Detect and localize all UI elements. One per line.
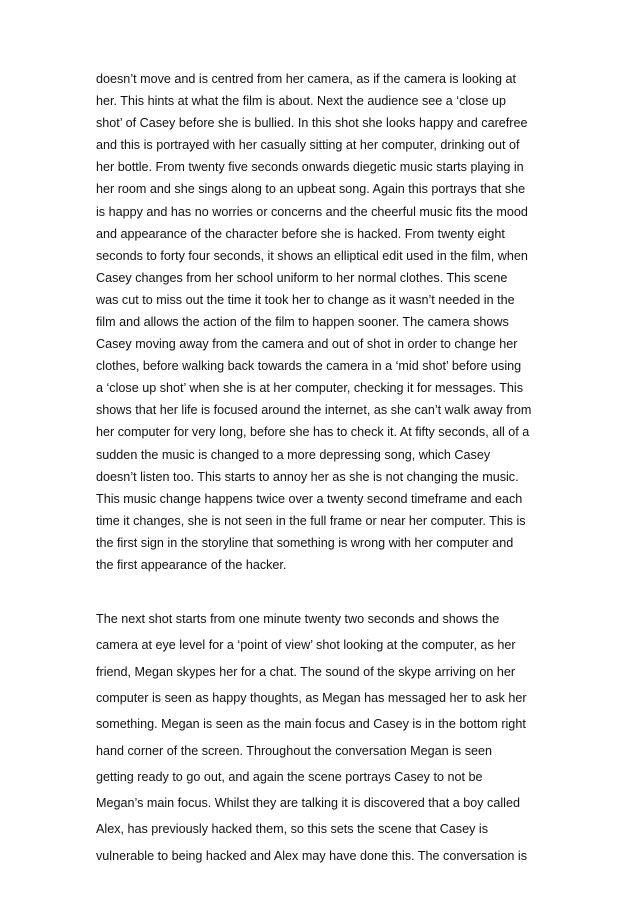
text-line: doesn’t listen too. This starts to annoy her as she is not changing the music.	[96, 470, 519, 484]
text-line: and appearance of the character before she is hacked. From twenty eight	[96, 227, 505, 241]
text-line: getting ready to go out, and again the scene portrays Casey to not be	[96, 770, 483, 784]
text-line: doesn’t move and is centred from her camera, as if the camera is looking at	[96, 72, 516, 86]
text-line: shot’ of Casey before she is bullied. In this shot she looks happy and carefree	[96, 116, 528, 130]
text-line: her room and she sings along to an upbeat song. Again this portrays that she	[96, 182, 526, 196]
text-line: Alex, has previously hacked them, so this sets the scene that Casey is	[96, 822, 488, 836]
text-line: Megan’s main focus. Whilst they are talking it is discovered that a boy called	[96, 796, 520, 810]
text-line: film and allows the action of the film to happen sooner. The camera shows	[96, 315, 509, 329]
text-line: a ‘close up shot’ when she is at her computer, checking it for messages. This	[96, 381, 523, 395]
text-line: the first appearance of the hacker.	[96, 558, 287, 572]
text-line: shows that her life is focused around the internet, as she can’t walk away from	[96, 403, 532, 417]
text-line: is happy and has no worries or concerns and the cheerful music fits the mood	[96, 205, 528, 219]
text-line: sudden the music is changed to a more depressing song, which Casey	[96, 448, 491, 462]
text-line: time it changes, she is not seen in the full frame or near her computer. This is	[96, 514, 526, 528]
text-line: her computer for very long, before she has to check it. At fifty seconds, all of a	[96, 425, 530, 439]
text-line: This music change happens twice over a twenty second timeframe and each	[96, 492, 523, 506]
text-line: the first sign in the storyline that something is wrong with her computer and	[96, 536, 514, 550]
text-line: seconds to forty four seconds, it shows an elliptical edit used in the film, when	[96, 249, 528, 263]
text-line: The next shot starts from one minute twenty two seconds and shows the	[96, 612, 500, 626]
text-line: Casey changes from her school uniform to her normal clothes. This scene	[96, 271, 508, 285]
text-line: computer is seen as happy thoughts, as Megan has messaged her to ask her	[96, 691, 527, 705]
text-line: friend, Megan skypes her for a chat. The sound of the skype arriving on her	[96, 665, 516, 679]
text-line: something. Megan is seen as the main focus and Casey is in the bottom right	[96, 717, 526, 731]
text-line: her. This hints at what the film is about. Next the audience see a ‘close up	[96, 94, 506, 108]
text-line: Casey moving away from the camera and out of shot in order to change her	[96, 337, 518, 351]
text-line: and this is portrayed with her casually sitting at her computer, drinking out of	[96, 138, 520, 152]
text-line: was cut to miss out the time it took her to change as it wasn’t needed in the	[96, 293, 515, 307]
text-line: clothes, before walking back towards the camera in a ‘mid shot’ before using	[96, 359, 522, 373]
text-line: her bottle. From twenty five seconds onwards diegetic music starts playing in	[96, 160, 524, 174]
text-line: camera at eye level for a ‘point of view’ shot looking at the computer, as her	[96, 638, 516, 652]
text-line: vulnerable to being hacked and Alex may have done this. The conversation is	[96, 849, 528, 863]
text-line: hand corner of the screen. Throughout the conversation Megan is seen	[96, 744, 493, 758]
